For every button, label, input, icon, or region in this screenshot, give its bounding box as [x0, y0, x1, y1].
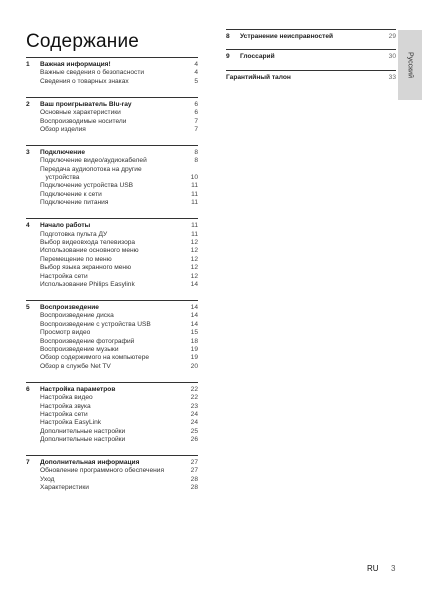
toc-section [26, 300, 198, 371]
entry-page: 8 [194, 157, 198, 165]
entry-page: 14 [190, 320, 198, 328]
toc-left-column [26, 57, 198, 503]
toc-entry[interactable] [26, 403, 198, 411]
entry-title: Настройка звука [40, 402, 91, 410]
entry-page: 11 [191, 230, 198, 238]
toc-section-heading[interactable] [26, 222, 198, 230]
entry-title: Подключение устройства USB [40, 182, 134, 190]
entry-title: Настройка EasyLink [40, 419, 102, 427]
page-title: Содержание [26, 31, 140, 52]
toc-entry[interactable] [26, 109, 198, 117]
section-title: Подключение [40, 148, 86, 156]
entry-page: 12 [190, 272, 198, 280]
section-page: 29 [388, 33, 396, 40]
entry-page: 12 [190, 239, 198, 246]
toc-entry[interactable] [26, 338, 198, 346]
section-number: 8 [226, 33, 230, 40]
toc-section-heading[interactable] [26, 101, 198, 109]
entry-title: Характеристики [40, 484, 89, 492]
section-page: 14 [190, 303, 198, 311]
entry-title: Выбор языка экранного меню [40, 264, 132, 272]
section-page: 4 [194, 61, 198, 68]
entry-page: 4 [194, 69, 198, 77]
toc-entry[interactable] [26, 363, 198, 371]
entry-page: 18 [190, 337, 198, 345]
toc-section [26, 455, 198, 493]
section-title: Настройка параметров [40, 385, 116, 393]
toc-entry[interactable] [26, 354, 198, 362]
toc-entry[interactable] [26, 191, 198, 199]
entry-title: Воспроизводимые носители [40, 117, 127, 125]
entry-page: 11 [191, 199, 198, 207]
toc-section [226, 29, 396, 41]
toc-entry[interactable] [26, 428, 198, 436]
entry-page: 11 [191, 190, 198, 198]
section-title: Ваш проигрыватель Blu-ray [40, 100, 132, 108]
entry-title: Дополнительные настройки [40, 436, 126, 444]
entry-page: 12 [190, 264, 198, 272]
toc-entry[interactable] [26, 264, 198, 272]
entry-page: 19 [190, 345, 198, 353]
section-number: 5 [26, 303, 30, 311]
toc-right-column [226, 29, 396, 90]
section-page: 30 [388, 53, 396, 61]
section-title: Устранение неисправностей [240, 33, 334, 40]
section-number: 7 [26, 459, 30, 467]
entry-page: 20 [190, 362, 198, 370]
toc-section [26, 145, 198, 208]
section-number: 9 [226, 53, 230, 61]
entry-title: Выбор видеовхода телевизора [40, 239, 136, 246]
toc-section-heading[interactable] [226, 33, 396, 41]
toc-entry[interactable] [26, 199, 198, 207]
entry-title: Настройка сети [40, 272, 88, 280]
toc-entry[interactable] [26, 126, 198, 134]
entry-title: Просмотр видео [40, 329, 91, 337]
entry-title: Основные характеристики [40, 109, 121, 117]
toc-entry[interactable] [26, 157, 198, 165]
toc-section-heading[interactable] [226, 74, 396, 82]
section-page: 6 [194, 100, 198, 108]
footer-language: RU [367, 564, 379, 573]
entry-page: 23 [190, 402, 198, 410]
entry-page: 28 [190, 475, 198, 483]
toc-entry[interactable] [26, 476, 198, 484]
entry-page: 5 [194, 77, 198, 85]
toc-entry[interactable] [26, 239, 198, 247]
section-title: Дополнительная информация [40, 459, 140, 467]
toc-entry[interactable] [26, 78, 198, 86]
section-title: Глоссарий [240, 53, 275, 61]
entry-page: 22 [190, 394, 198, 402]
toc-entry[interactable] [26, 256, 198, 264]
toc-section [26, 57, 198, 86]
section-title: Начало работы [40, 222, 91, 230]
toc-entry[interactable] [26, 484, 198, 492]
section-page: 22 [190, 385, 198, 393]
language-tab-label: Русский [406, 52, 414, 78]
section-title: Гарантийный талон [226, 73, 291, 81]
section-number: 6 [26, 385, 30, 393]
entry-title: Сведения о товарных знаках [40, 77, 129, 85]
toc-entry[interactable] [26, 166, 198, 174]
toc-entry[interactable] [26, 312, 198, 320]
toc-section [26, 382, 198, 445]
entry-page: 12 [190, 255, 198, 263]
entry-page: 14 [190, 312, 198, 320]
entry-page: 27 [190, 467, 198, 475]
section-page: 8 [194, 148, 198, 156]
entry-page: 25 [190, 427, 198, 435]
entry-title: Воспроизведение фотографий [40, 337, 135, 345]
entry-title: Обзор изделия [40, 125, 86, 133]
entry-title: Использование Philips Easylink [40, 281, 135, 289]
section-title: Воспроизведение [40, 303, 99, 311]
section-title: Важная информация! [40, 61, 111, 68]
entry-title: Использование основного меню [40, 247, 139, 255]
entry-page: 14 [190, 281, 198, 289]
entry-title: Подготовка пульта ДУ [40, 230, 108, 238]
entry-title: устройства [40, 174, 80, 182]
toc-entry[interactable] [26, 231, 198, 239]
toc-entry[interactable] [26, 273, 198, 281]
toc-section-heading[interactable] [26, 149, 198, 157]
section-number: 1 [26, 61, 30, 68]
entry-page: 26 [190, 436, 198, 444]
toc-section [226, 49, 396, 61]
toc-entry[interactable] [26, 321, 198, 329]
footer-page-number: 3 [391, 564, 396, 573]
entry-title: Воспроизведение с устройства USB [40, 320, 151, 328]
toc-entry[interactable] [26, 394, 198, 402]
section-number: 2 [26, 100, 30, 108]
toc-entry[interactable] [26, 118, 198, 126]
entry-title: Дополнительные настройки [40, 427, 126, 435]
entry-title: Подключение к сети [40, 190, 102, 198]
toc-section-heading[interactable] [26, 304, 198, 312]
toc-entry[interactable] [26, 182, 198, 190]
entry-title: Настройка сети [40, 410, 88, 418]
entry-page: 6 [194, 109, 198, 117]
toc-entry[interactable] [26, 247, 198, 255]
entry-page: 15 [190, 329, 198, 337]
toc-section [226, 70, 396, 82]
entry-title: Настройка видео [40, 394, 93, 402]
toc-section [26, 218, 198, 289]
entry-title: Передача аудиопотока на другие [40, 165, 142, 173]
toc-section-heading[interactable] [26, 386, 198, 394]
toc-section [26, 97, 198, 135]
toc-entry[interactable] [26, 69, 198, 77]
entry-title: Воспроизведение музыки [40, 345, 119, 353]
entry-page: 7 [194, 117, 198, 125]
entry-page: 11 [191, 182, 198, 190]
entry-title: Подключение видео/аудиокабелей [40, 157, 147, 165]
language-tab [398, 30, 422, 100]
entry-title: Перемещение по меню [40, 255, 112, 263]
entry-title: Обновление программного обеспечения [40, 467, 165, 475]
toc-entry[interactable] [26, 436, 198, 444]
entry-title: Обзор в службе Net TV [40, 362, 111, 370]
section-number: 4 [26, 222, 30, 230]
entry-title: Подключение питания [40, 199, 109, 207]
toc-entry[interactable] [26, 467, 198, 475]
toc-entry[interactable] [26, 329, 198, 337]
entry-page: 24 [190, 419, 198, 427]
section-page: 33 [388, 73, 396, 81]
entry-page: 12 [190, 247, 198, 255]
entry-page: 10 [190, 174, 198, 182]
entry-title: Обзор содержимого на компьютере [40, 354, 150, 362]
entry-page: 7 [194, 125, 198, 133]
toc-entry[interactable] [26, 419, 198, 427]
toc-section-heading[interactable] [226, 53, 396, 61]
section-page: 11 [191, 222, 198, 230]
section-page: 27 [190, 459, 198, 467]
entry-page: 19 [190, 354, 198, 362]
entry-title: Уход [40, 475, 55, 483]
entry-page: 24 [190, 410, 198, 418]
entry-title: Важные сведения о безопасности [40, 69, 145, 77]
entry-page: 28 [190, 484, 198, 492]
entry-title: Воспроизведение диска [40, 312, 114, 320]
toc-entry[interactable] [26, 281, 198, 289]
section-number: 3 [26, 148, 30, 156]
